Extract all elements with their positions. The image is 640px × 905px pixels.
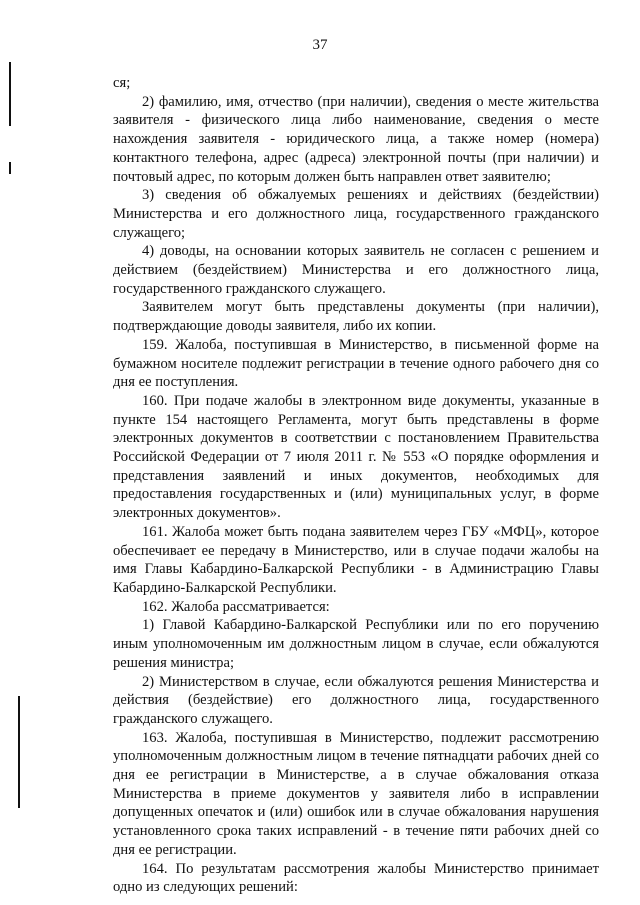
paragraph-supporting-documents: Заявителем могут быть представлены документы (при наличии), подтверждающие доводы заявителя, либо их копии. bbox=[113, 299, 599, 335]
paragraph-162: 162. Жалоба рассматривается: bbox=[142, 598, 330, 615]
page-number: 37 bbox=[312, 37, 328, 53]
margin-line-mark bbox=[9, 162, 11, 174]
paragraph-item-3: 3) сведения об обжалуемых решениях и действиях (бездействии) Министерства и его должностного лица, государственного гражданского служащего; bbox=[113, 187, 599, 241]
paragraph-item-4: 4) доводы, на основании которых заявитель не согласен с решением и действием (бездействием) Министерства и его должностного лица, государственного гражданского служащего. bbox=[113, 243, 599, 297]
document-body bbox=[113, 74, 599, 897]
paragraph-item-2: 2) фамилию, имя, отчество (при наличии), сведения о месте жительства заявителя - физического лица либо наименование, сведения о месте нахождения заявителя - юридического лица, а также номер (номера) контактного телефона, адрес (адреса) электронной почты (при наличии) и почтовый адрес, по которым должен быть направлен ответ заявителю; bbox=[113, 93, 599, 185]
paragraph-continuation: ся; bbox=[113, 75, 131, 91]
paragraph-159: 159. Жалоба, поступившая в Министерство, в письменной форме на бумажном носителе подлежит регистрации в течение одного рабочего дня со дня ее поступления. bbox=[113, 336, 599, 391]
paragraph-164: 164. По результатам рассмотрения жалобы Министерство принимает одно из следующих решений: bbox=[113, 860, 599, 896]
paragraph-161: 161. Жалоба может быть подана заявителем через ГБУ «МФЦ», которое обеспечивает ее передачу в Министерство, или в случае подачи жалобы на имя Главы Кабардино-Балкарской Республики - в Администрацию Главы Кабардино-Балкарской Республики. bbox=[113, 523, 599, 596]
paragraph-160: 160. При подаче жалобы в электронном виде документы, указанные в пункте 154 настоящего Регламента, могут быть представлены в форме электронных документов в соответствии с постановлением Правительства Российской Федерации от 7 июля 2011 г. № 553 «О порядке оформления и представления заявлений и иных документов, необходимых для предоставления государственных и (или) муниципальных услуг, в форме электронных документов». bbox=[113, 392, 599, 522]
margin-line-top bbox=[9, 62, 11, 126]
paragraph-163: 163. Жалоба, поступившая в Министерство, подлежит рассмотрению уполномоченным должностным лицом в течение пятнадцати рабочих дней со дня ее регистрации в Министерстве, а в случае обжалования отказа Министерства в приеме документов у заявителя либо в исправлении допущенных опечаток и (или) ошибок или в случае обжалования нарушения установленного срока таких исправлений - в течение пяти рабочих дней со дня ее регистрации. bbox=[113, 729, 599, 858]
paragraph-162-item-1: 1) Главой Кабардино-Балкарской Республики или по его поручению иным уполномоченным им должностным лицом в случае, если обжалуются решения министра; bbox=[113, 617, 599, 671]
paragraph-162-item-2: 2) Министерством в случае, если обжалуются решения Министерства и действия (бездействие) его должностного лица, государственного гражданского служащего. bbox=[113, 673, 599, 727]
margin-line-bottom bbox=[18, 696, 20, 808]
